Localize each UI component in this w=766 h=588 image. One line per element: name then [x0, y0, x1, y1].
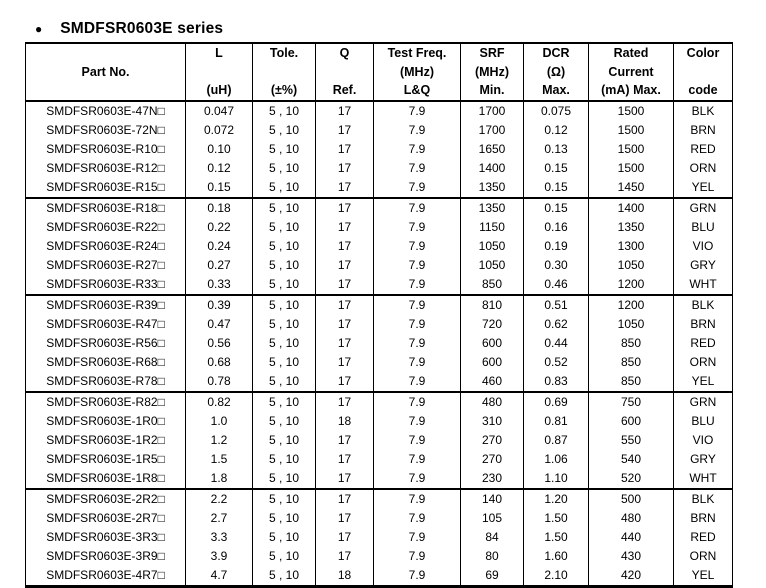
dcr-cell: 0.52: [524, 353, 589, 372]
rated-current-cell: 1500: [589, 121, 674, 140]
inductance-cell: 0.10: [186, 140, 253, 159]
header-line: DCR: [542, 46, 570, 60]
srf-cell: 600: [461, 353, 524, 372]
part-no-cell: SMDFSR0603E-R18□: [26, 198, 186, 218]
rated-current-cell: 1450: [589, 178, 674, 198]
part-no-cell: SMDFSR0603E-2R2□: [26, 489, 186, 509]
dcr-cell: 0.87: [524, 431, 589, 450]
table-row: [26, 159, 733, 178]
header-line: [253, 63, 315, 82]
dcr-cell: 0.19: [524, 237, 589, 256]
part-no-cell: SMDFSR0603E-R39□: [26, 295, 186, 315]
tolerance-cell: 5 , 10: [253, 566, 316, 587]
test-freq-cell: 7.9: [374, 256, 461, 275]
tolerance-cell: 5 , 10: [253, 509, 316, 528]
rated-current-cell: 600: [589, 412, 674, 431]
rated-current-cell: 420: [589, 566, 674, 587]
part-no-cell: SMDFSR0603E-R15□: [46, 180, 165, 195]
srf-cell: 270: [461, 431, 524, 450]
color-code-cell: BRN: [674, 121, 733, 140]
rated-current-cell: 1200: [589, 295, 674, 315]
srf-cell: 720: [461, 315, 524, 334]
q-ref-cell: 17: [316, 275, 374, 295]
color-code-cell: ORN: [674, 547, 733, 566]
header-line: SRF: [479, 46, 505, 60]
srf-cell: 105: [461, 509, 524, 528]
test-freq-cell: 7.9: [374, 140, 461, 159]
tolerance-cell: 5 , 10: [253, 431, 316, 450]
table-row: [26, 509, 733, 528]
dcr-cell: 1.60: [524, 547, 589, 566]
part-no-cell: SMDFSR0603E-R22□: [46, 220, 165, 235]
tolerance-cell: 5 , 10: [253, 178, 316, 198]
test-freq-cell: 7.9: [374, 528, 461, 547]
header-line: Tole.: [269, 46, 299, 60]
srf-cell: 1350: [461, 198, 524, 218]
tolerance-cell: 5 , 10: [253, 450, 316, 469]
srf-cell: 1350: [461, 178, 524, 198]
tolerance-cell: 5 , 10: [253, 372, 316, 392]
header-line: (uH): [206, 83, 232, 98]
header-line: code: [688, 83, 718, 98]
srf-cell: 460: [461, 372, 524, 392]
header-line: Min.: [479, 83, 505, 98]
tolerance-cell: 5 , 10: [253, 334, 316, 353]
header-line: (Ω): [546, 64, 566, 79]
rated-current-cell: 850: [589, 372, 674, 392]
dcr-cell: 1.20: [524, 489, 589, 509]
table-row: [26, 178, 733, 198]
table-row: [26, 547, 733, 566]
test-freq-cell: 7.9: [374, 469, 461, 489]
header-line: Rated: [613, 46, 649, 60]
part-no-cell: SMDFSR0603E-R82□: [26, 392, 186, 412]
q-ref-cell: 17: [316, 469, 374, 489]
color-code-cell: GRY: [674, 450, 733, 469]
test-freq-cell: 7.9: [374, 450, 461, 469]
table-row: [26, 256, 733, 275]
col-header-tolerance: [253, 43, 316, 101]
dcr-cell: 0.30: [524, 256, 589, 275]
spec-table: [25, 42, 733, 588]
srf-cell: 84: [461, 528, 524, 547]
table-row: [26, 450, 733, 469]
color-code-cell: RED: [674, 334, 733, 353]
color-code-cell: GRN: [674, 392, 733, 412]
tolerance-cell: 5 , 10: [253, 392, 316, 412]
col-header-srf: [461, 43, 524, 101]
dcr-cell: 0.15: [524, 159, 589, 178]
dcr-cell: 0.51: [524, 295, 589, 315]
col-header-q: [316, 43, 374, 101]
q-ref-cell: 17: [316, 159, 374, 178]
header-line: [186, 63, 252, 82]
srf-cell: 1400: [461, 159, 524, 178]
test-freq-cell: 7.9: [374, 353, 461, 372]
header-line: [674, 63, 732, 82]
srf-cell: 1050: [461, 237, 524, 256]
page-title: SMDFSR0603E series: [60, 20, 224, 37]
q-ref-cell: 17: [316, 431, 374, 450]
srf-cell: 1150: [461, 218, 524, 237]
test-freq-cell: 7.9: [374, 547, 461, 566]
col-header-color-code: [674, 43, 733, 101]
tolerance-cell: 5 , 10: [253, 159, 316, 178]
test-freq-cell: 7.9: [374, 315, 461, 334]
inductance-cell: 1.2: [186, 431, 253, 450]
header-line: Color: [686, 46, 720, 60]
q-ref-cell: 17: [316, 334, 374, 353]
rated-current-cell: 750: [589, 392, 674, 412]
color-code-cell: YEL: [674, 566, 733, 587]
color-code-cell: YEL: [674, 372, 733, 392]
inductance-cell: 0.15: [186, 178, 253, 198]
q-ref-cell: 17: [316, 315, 374, 334]
dcr-cell: 2.10: [524, 566, 589, 587]
srf-cell: 80: [461, 547, 524, 566]
bullet-icon: ●: [35, 22, 43, 36]
q-ref-cell: 17: [316, 547, 374, 566]
part-no-cell: SMDFSR0603E-R10□: [46, 142, 165, 157]
inductance-cell: 0.12: [186, 159, 253, 178]
srf-cell: 1700: [461, 121, 524, 140]
inductance-cell: 0.56: [186, 334, 253, 353]
color-code-cell: GRN: [674, 198, 733, 218]
test-freq-cell: 7.9: [374, 489, 461, 509]
inductance-cell: 0.18: [186, 198, 253, 218]
inductance-cell: 1.0: [186, 412, 253, 431]
q-ref-cell: 17: [316, 392, 374, 412]
q-ref-cell: 17: [316, 121, 374, 140]
test-freq-cell: 7.9: [374, 101, 461, 121]
inductance-cell: 0.33: [186, 275, 253, 295]
header-line: Current: [608, 64, 654, 79]
tolerance-cell: 5 , 10: [253, 218, 316, 237]
q-ref-cell: 17: [316, 101, 374, 121]
color-code-cell: BLU: [674, 218, 733, 237]
rated-current-cell: 1050: [589, 315, 674, 334]
rated-current-cell: 1500: [589, 159, 674, 178]
color-code-cell: ORN: [674, 159, 733, 178]
dcr-cell: 1.50: [524, 528, 589, 547]
test-freq-cell: 7.9: [374, 566, 461, 587]
q-ref-cell: 17: [316, 237, 374, 256]
q-ref-cell: 18: [316, 566, 374, 587]
test-freq-cell: 7.9: [374, 218, 461, 237]
header-line: L: [215, 46, 223, 60]
table-row: [26, 372, 733, 392]
series-title-row: [35, 20, 223, 38]
header-line: (mA) Max.: [601, 83, 661, 98]
test-freq-cell: 7.9: [374, 275, 461, 295]
col-header-test-freq: [374, 43, 461, 101]
table-row: [26, 392, 733, 412]
rated-current-cell: 850: [589, 334, 674, 353]
rated-current-cell: 540: [589, 450, 674, 469]
test-freq-cell: 7.9: [374, 178, 461, 198]
srf-cell: 810: [461, 295, 524, 315]
header-line: (±%): [270, 83, 298, 98]
table-row: [26, 489, 733, 509]
rated-current-cell: 430: [589, 547, 674, 566]
header-line: Max.: [542, 83, 570, 98]
dcr-cell: 1.10: [524, 469, 589, 489]
table-row: [26, 334, 733, 353]
srf-cell: 310: [461, 412, 524, 431]
test-freq-cell: 7.9: [374, 159, 461, 178]
inductance-cell: 0.047: [186, 101, 253, 121]
color-code-cell: BLK: [674, 489, 733, 509]
test-freq-cell: 7.9: [374, 295, 461, 315]
col-header-rated-current: [589, 43, 674, 101]
test-freq-cell: 7.9: [374, 121, 461, 140]
table-row: [26, 353, 733, 372]
part-no-cell: SMDFSR0603E-1R0□: [46, 414, 165, 429]
color-code-cell: BRN: [674, 315, 733, 334]
test-freq-cell: 7.9: [374, 392, 461, 412]
col-header-inductance: [186, 43, 253, 101]
table-row: [26, 121, 733, 140]
part-no-cell: SMDFSR0603E-1R5□: [46, 452, 165, 467]
color-code-cell: BLK: [674, 295, 733, 315]
col-header-part-no: [26, 43, 186, 101]
spec-table-body: [26, 101, 733, 587]
header-line: Q: [339, 46, 350, 60]
header-row: [26, 43, 733, 101]
srf-cell: 850: [461, 275, 524, 295]
color-code-cell: BLK: [674, 101, 733, 121]
rated-current-cell: 1200: [589, 275, 674, 295]
table-row: [26, 237, 733, 256]
part-no-cell: SMDFSR0603E-2R7□: [46, 511, 165, 526]
srf-cell: 600: [461, 334, 524, 353]
test-freq-cell: 7.9: [374, 509, 461, 528]
q-ref-cell: 17: [316, 256, 374, 275]
dcr-cell: 0.16: [524, 218, 589, 237]
inductance-cell: 2.7: [186, 509, 253, 528]
q-ref-cell: 17: [316, 353, 374, 372]
tolerance-cell: 5 , 10: [253, 315, 316, 334]
part-no-cell: SMDFSR0603E-1R2□: [46, 433, 165, 448]
rated-current-cell: 1050: [589, 256, 674, 275]
q-ref-cell: 17: [316, 178, 374, 198]
color-code-cell: BRN: [674, 509, 733, 528]
table-row: [26, 566, 733, 587]
dcr-cell: 1.06: [524, 450, 589, 469]
dcr-cell: 0.69: [524, 392, 589, 412]
rated-current-cell: 1500: [589, 140, 674, 159]
inductance-cell: 0.24: [186, 237, 253, 256]
table-row: [26, 528, 733, 547]
tolerance-cell: 5 , 10: [253, 353, 316, 372]
srf-cell: 480: [461, 392, 524, 412]
tolerance-cell: 5 , 10: [253, 489, 316, 509]
part-no-cell: SMDFSR0603E-1R8□: [46, 471, 165, 486]
color-code-cell: VIO: [674, 431, 733, 450]
inductance-cell: 0.47: [186, 315, 253, 334]
srf-cell: 140: [461, 489, 524, 509]
q-ref-cell: 18: [316, 412, 374, 431]
header-line: [316, 63, 373, 82]
dcr-cell: 0.44: [524, 334, 589, 353]
part-no-cell: SMDFSR0603E-R27□: [46, 258, 165, 273]
header-line: (MHz): [474, 64, 509, 79]
test-freq-cell: 7.9: [374, 431, 461, 450]
rated-current-cell: 1300: [589, 237, 674, 256]
part-no-cell: SMDFSR0603E-R56□: [46, 336, 165, 351]
rated-current-cell: 1350: [589, 218, 674, 237]
inductance-cell: 0.27: [186, 256, 253, 275]
col-header-dcr: [524, 43, 589, 101]
rated-current-cell: 850: [589, 353, 674, 372]
q-ref-cell: 17: [316, 295, 374, 315]
header-line: Test Freq.: [387, 46, 447, 60]
inductance-cell: 0.22: [186, 218, 253, 237]
part-no-cell: SMDFSR0603E-R24□: [46, 239, 165, 254]
q-ref-cell: 17: [316, 140, 374, 159]
header-line: (MHz): [399, 64, 434, 79]
q-ref-cell: 17: [316, 509, 374, 528]
srf-cell: 1050: [461, 256, 524, 275]
inductance-cell: 1.8: [186, 469, 253, 489]
table-row: [26, 295, 733, 315]
dcr-cell: 0.15: [524, 178, 589, 198]
inductance-cell: 0.072: [186, 121, 253, 140]
inductance-cell: 3.9: [186, 547, 253, 566]
inductance-cell: 4.7: [186, 566, 253, 587]
tolerance-cell: 5 , 10: [253, 237, 316, 256]
test-freq-cell: 7.9: [374, 198, 461, 218]
part-no-cell: SMDFSR0603E-3R3□: [46, 530, 165, 545]
srf-cell: 270: [461, 450, 524, 469]
inductance-cell: 0.82: [186, 392, 253, 412]
tolerance-cell: 5 , 10: [253, 412, 316, 431]
rated-current-cell: 550: [589, 431, 674, 450]
rated-current-cell: 440: [589, 528, 674, 547]
dcr-cell: 0.13: [524, 140, 589, 159]
dcr-cell: 0.15: [524, 198, 589, 218]
part-no-cell: SMDFSR0603E-72N□: [46, 123, 165, 138]
tolerance-cell: 5 , 10: [253, 101, 316, 121]
tolerance-cell: 5 , 10: [253, 121, 316, 140]
tolerance-cell: 5 , 10: [253, 198, 316, 218]
inductance-cell: 0.68: [186, 353, 253, 372]
color-code-cell: RED: [674, 528, 733, 547]
q-ref-cell: 17: [316, 372, 374, 392]
inductance-cell: 2.2: [186, 489, 253, 509]
srf-cell: 230: [461, 469, 524, 489]
q-ref-cell: 17: [316, 198, 374, 218]
table-row: [26, 275, 733, 295]
inductance-cell: 3.3: [186, 528, 253, 547]
color-code-cell: GRY: [674, 256, 733, 275]
header-line: Ref.: [332, 83, 357, 98]
dcr-cell: 0.62: [524, 315, 589, 334]
header-line: [26, 44, 185, 63]
tolerance-cell: 5 , 10: [253, 547, 316, 566]
srf-cell: 1700: [461, 101, 524, 121]
color-code-cell: WHT: [674, 275, 733, 295]
test-freq-cell: 7.9: [374, 334, 461, 353]
dcr-cell: 1.50: [524, 509, 589, 528]
inductance-cell: 1.5: [186, 450, 253, 469]
table-row: [26, 140, 733, 159]
table-row: [26, 101, 733, 121]
q-ref-cell: 17: [316, 218, 374, 237]
rated-current-cell: 480: [589, 509, 674, 528]
table-row: [26, 469, 733, 489]
srf-cell: 1650: [461, 140, 524, 159]
dcr-cell: 0.075: [524, 101, 589, 121]
q-ref-cell: 17: [316, 450, 374, 469]
test-freq-cell: 7.9: [374, 372, 461, 392]
tolerance-cell: 5 , 10: [253, 528, 316, 547]
test-freq-cell: 7.9: [374, 412, 461, 431]
table-row: [26, 412, 733, 431]
inductance-cell: 0.39: [186, 295, 253, 315]
header-line: L&Q: [403, 83, 431, 98]
part-no-cell: SMDFSR0603E-R68□: [46, 355, 165, 370]
tolerance-cell: 5 , 10: [253, 295, 316, 315]
dcr-cell: 0.12: [524, 121, 589, 140]
table-row: [26, 315, 733, 334]
part-no-cell: SMDFSR0603E-R47□: [46, 317, 165, 332]
color-code-cell: BLU: [674, 412, 733, 431]
tolerance-cell: 5 , 10: [253, 256, 316, 275]
color-code-cell: VIO: [674, 237, 733, 256]
inductance-cell: 0.78: [186, 372, 253, 392]
color-code-cell: RED: [674, 140, 733, 159]
part-no-cell: SMDFSR0603E-R12□: [46, 161, 165, 176]
part-no-cell: SMDFSR0603E-R33□: [46, 277, 165, 292]
q-ref-cell: 17: [316, 489, 374, 509]
header-line: Part No.: [81, 64, 130, 79]
header-line: [26, 81, 185, 100]
srf-cell: 69: [461, 566, 524, 587]
rated-current-cell: 520: [589, 469, 674, 489]
dcr-cell: 0.81: [524, 412, 589, 431]
dcr-cell: 0.46: [524, 275, 589, 295]
table-row: [26, 218, 733, 237]
part-no-cell: SMDFSR0603E-3R9□: [46, 549, 165, 564]
part-no-cell: SMDFSR0603E-4R7□: [46, 568, 165, 583]
dcr-cell: 0.83: [524, 372, 589, 392]
part-no-cell: SMDFSR0603E-47N□: [46, 104, 165, 119]
color-code-cell: ORN: [674, 353, 733, 372]
table-row: [26, 431, 733, 450]
part-no-cell: SMDFSR0603E-R78□: [46, 374, 165, 389]
test-freq-cell: 7.9: [374, 237, 461, 256]
tolerance-cell: 5 , 10: [253, 275, 316, 295]
q-ref-cell: 17: [316, 528, 374, 547]
tolerance-cell: 5 , 10: [253, 469, 316, 489]
color-code-cell: WHT: [674, 469, 733, 489]
table-row: [26, 198, 733, 218]
rated-current-cell: 500: [589, 489, 674, 509]
rated-current-cell: 1500: [589, 101, 674, 121]
color-code-cell: YEL: [674, 178, 733, 198]
rated-current-cell: 1400: [589, 198, 674, 218]
tolerance-cell: 5 , 10: [253, 140, 316, 159]
